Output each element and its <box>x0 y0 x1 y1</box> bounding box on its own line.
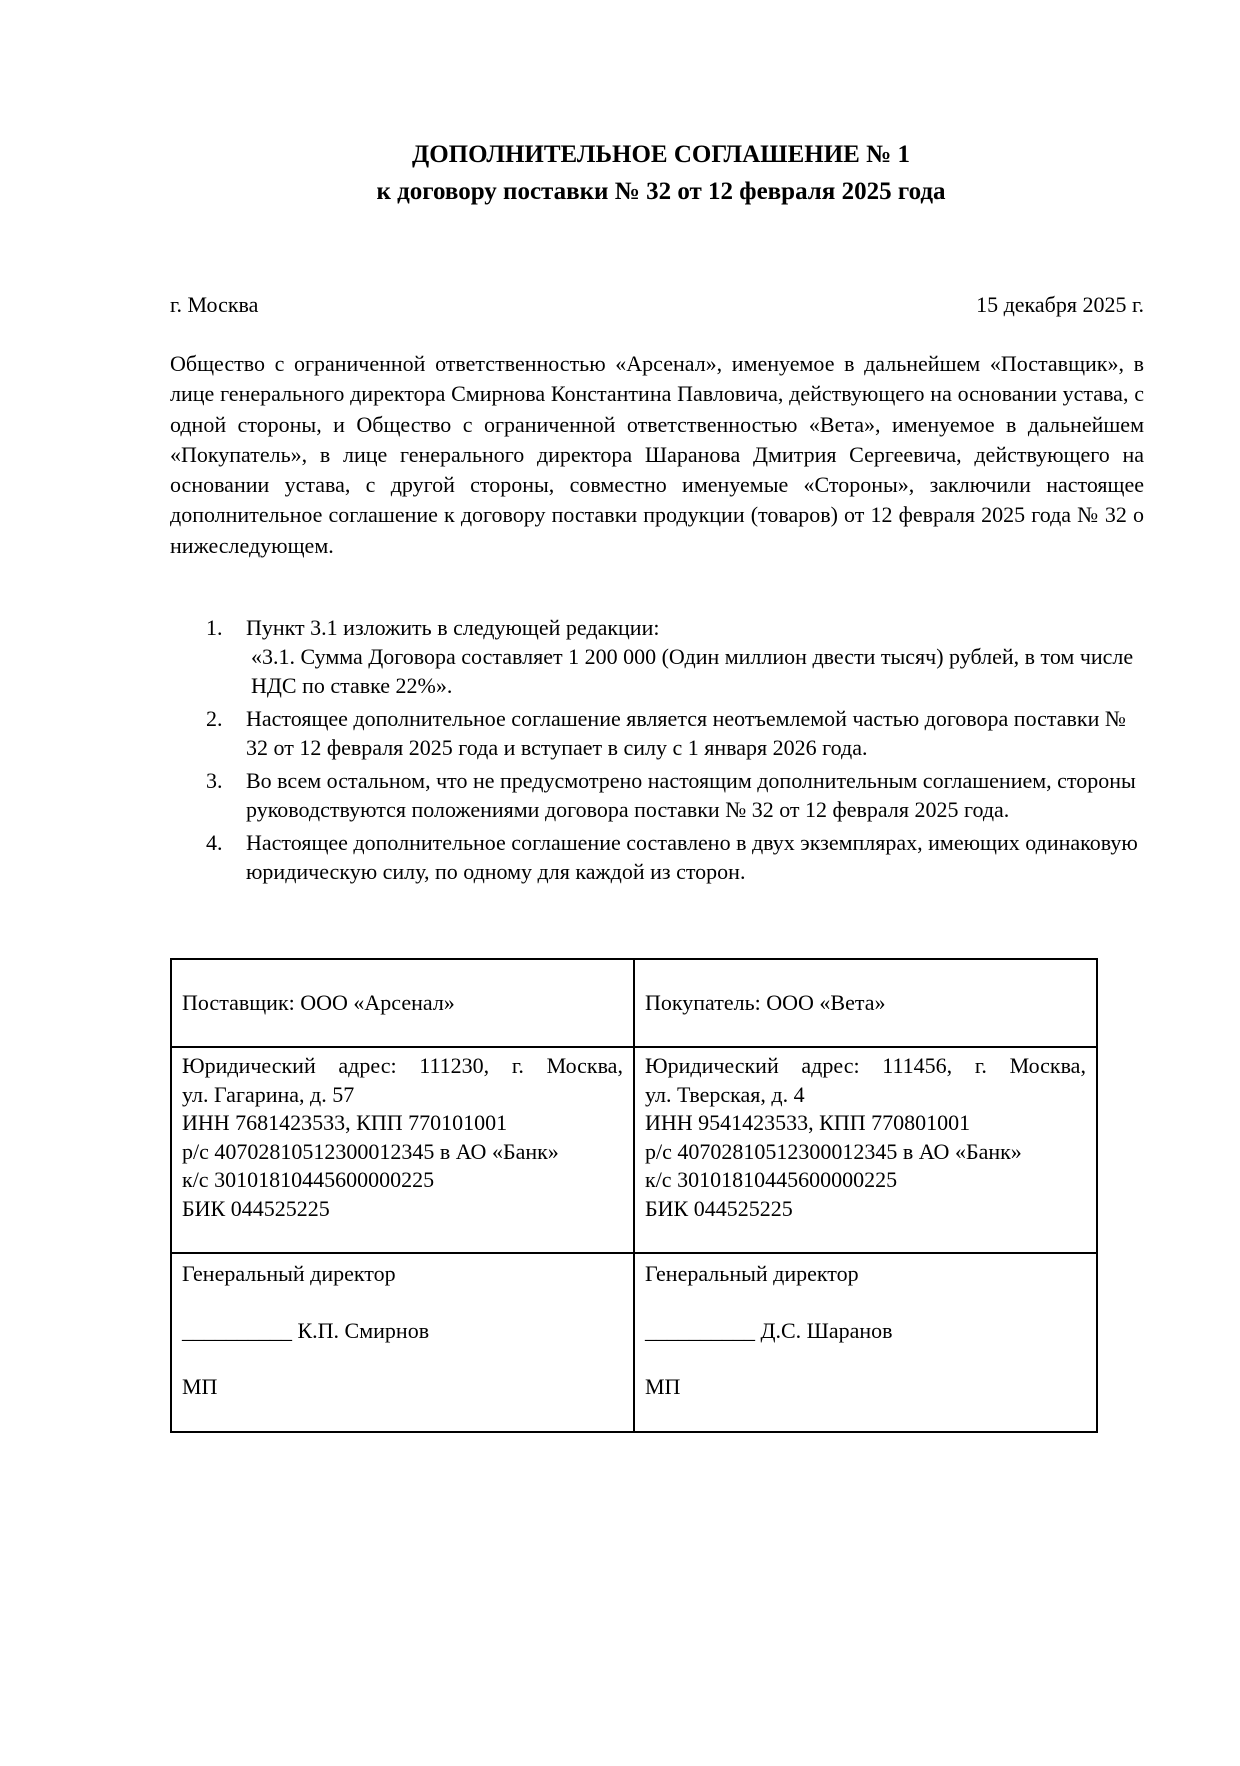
signature-line: __________ Д.С. Шаранов <box>645 1317 893 1343</box>
signatory-position: Генеральный директор <box>182 1261 396 1286</box>
buyer-details <box>634 1047 1097 1253</box>
clause-number: 3. <box>206 768 223 793</box>
address-line <box>645 1052 1086 1081</box>
spacer <box>182 1345 623 1373</box>
spacer <box>645 1345 1086 1373</box>
clause-text: Во всем остальном, что не предусмотрено настоящим дополнительным соглашением, стороны руководствуются положениями договора поставки № 32 от 12 февраля 2025 года. <box>246 768 1136 822</box>
bank-account: р/с 40702810512300012345 в АО «Банк» <box>645 1138 1022 1164</box>
street: ул. Тверская, д. 4 <box>645 1081 805 1107</box>
clause-item <box>170 766 1144 824</box>
city-prefix: г. <box>974 1053 987 1078</box>
clause-number: 2. <box>206 706 223 731</box>
bik: БИК 044525225 <box>182 1195 330 1221</box>
bik: БИК 044525225 <box>645 1195 793 1221</box>
address-label: Юридический <box>182 1053 316 1078</box>
document-date: 15 декабря 2025 г. <box>976 292 1144 317</box>
address-label: Юридический <box>645 1053 779 1078</box>
corr-account: к/с 30101810445600000225 <box>182 1167 435 1192</box>
inn-kpp: ИНН 9541423533, КПП 770801001 <box>645 1110 971 1135</box>
postal-index: 111230, <box>419 1053 490 1078</box>
supplier-signature-block <box>171 1253 634 1432</box>
table-row <box>171 959 1097 1047</box>
supplier-details <box>171 1047 634 1253</box>
clause-item <box>170 828 1144 886</box>
clauses-list <box>170 613 1144 890</box>
inn-kpp: ИНН 7681423533, КПП 770101001 <box>182 1110 508 1135</box>
city-prefix: г. <box>511 1053 524 1078</box>
postal-index: 111456, <box>882 1053 953 1078</box>
address-word: адрес: <box>801 1053 860 1078</box>
spacer <box>182 1289 623 1317</box>
clause-text: Пункт 3.1 изложить в следующей редакции: <box>246 615 660 640</box>
table-row <box>171 1253 1097 1432</box>
preamble-paragraph: Общество с ограниченной ответственностью «Арсенал», именуемое в дальнейшем «Поставщик», в лице генерального директора Смирнова Константина Павловича, действующего на основании устава, с одной стороны, и Общество с ограниченной ответственностью «Вета», именуемое в дальнейшем «Покупатель», в лице генерального директора Шаранова Дмитрия Сергеевича, действующего на основании устава, с другой стороны, совместно именуемые «Стороны», заключили настоящее дополнительное соглашение к договору поставки продукции (товаров) от 12 февраля 2025 года № 32 о нижеследующем. <box>170 351 1144 558</box>
parties-table <box>170 958 1098 1433</box>
clause-text: Настоящее дополнительное соглашение составлено в двух экземплярах, имеющих одинаковую юридическую силу, по одному для каждой из сторон. <box>246 830 1138 884</box>
document-subtitle: к договору поставки № 32 от 12 февраля 2025 года <box>376 178 946 205</box>
stamp-placeholder: МП <box>645 1374 681 1399</box>
address-line <box>182 1052 623 1081</box>
clause-text: Настоящее дополнительное соглашение является неотъемлемой частью договора поставки № 32 от 12 февраля 2025 года и вступает в силу с 1 января 2026 года. <box>246 706 1126 760</box>
city: Москва, <box>546 1053 623 1078</box>
signatory-position: Генеральный директор <box>645 1261 859 1286</box>
clause-number: 1. <box>206 615 223 640</box>
stamp-placeholder: МП <box>182 1374 218 1399</box>
signature-line: __________ К.П. Смирнов <box>182 1317 430 1343</box>
clause-item <box>170 613 1144 700</box>
clause-quote: «3.1. Сумма Договора составляет 1 200 000 (Один миллион двести тысяч) рублей, в том числе НДС по ставке 22%». <box>251 644 1134 698</box>
city: Москва, <box>1009 1053 1086 1078</box>
supplier-heading: Поставщик: ООО «Арсенал» <box>171 959 634 1047</box>
spacer <box>645 1289 1086 1317</box>
table-row <box>171 1047 1097 1253</box>
document-title: ДОПОЛНИТЕЛЬНОЕ СОГЛАШЕНИЕ № 1 <box>412 141 910 168</box>
clause-item <box>170 704 1144 762</box>
corr-account: к/с 30101810445600000225 <box>645 1167 898 1192</box>
bank-account: р/с 40702810512300012345 в АО «Банк» <box>182 1138 559 1164</box>
clause-number: 4. <box>206 830 223 855</box>
buyer-signature-block <box>634 1253 1097 1432</box>
place-date-row <box>170 290 1144 320</box>
place: г. Москва <box>170 292 259 317</box>
street: ул. Гагарина, д. 57 <box>182 1081 355 1107</box>
address-word: адрес: <box>338 1053 397 1078</box>
buyer-heading: Покупатель: ООО «Вета» <box>634 959 1097 1047</box>
